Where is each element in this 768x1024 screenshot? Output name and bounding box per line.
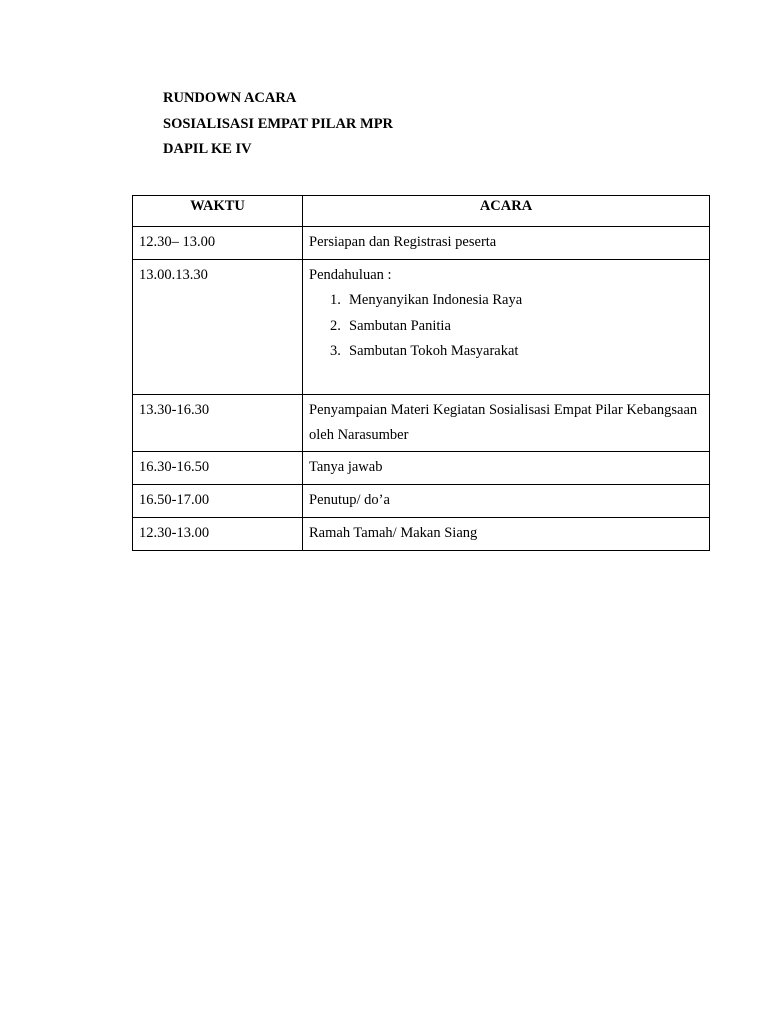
list-item: [330, 288, 703, 314]
cell-acara: Ramah Tamah/ Makan Siang: [303, 518, 710, 551]
header-acara: ACARA: [303, 196, 710, 227]
agenda-sublist: [309, 288, 703, 365]
list-item-number: 3.: [330, 343, 341, 359]
list-item-text: Menyanyikan Indonesia Raya: [349, 292, 523, 308]
table-row: [133, 395, 710, 452]
list-item-text: Sambutan Panitia: [349, 317, 451, 334]
cell-waktu: 16.30-16.50: [133, 452, 303, 485]
cell-acara-intro: Pendahuluan :: [309, 267, 392, 283]
heading-subtitle: SOSIALISASI EMPAT PILAR MPR: [163, 115, 394, 132]
cell-waktu: 12.30-13.00: [133, 518, 303, 551]
table-row: [133, 260, 710, 395]
cell-waktu: 16.50-17.00: [133, 485, 303, 518]
table-row: [133, 227, 710, 260]
cell-acara: Tanya jawab: [303, 452, 710, 485]
cell-waktu: 13.00.13.30: [133, 260, 303, 395]
cell-acara: Persiapan dan Registrasi peserta: [303, 227, 710, 260]
heading-dapil: DAPIL KE IV: [163, 141, 252, 157]
cell-acara: Penyampaian Materi Kegiatan Sosialisasi Empat Pilar Kebangsaan oleh Narasumber: [303, 395, 710, 452]
list-item: [330, 339, 703, 365]
table-row: [133, 518, 710, 551]
cell-waktu: 13.30-16.30: [133, 395, 303, 452]
cell-acara: Penutup/ do’a: [303, 485, 710, 518]
table-row: [133, 452, 710, 485]
header-waktu: WAKTU: [133, 196, 303, 227]
heading-title: RUNDOWN ACARA: [163, 90, 297, 106]
list-item-number: 2.: [330, 317, 341, 334]
document-heading: [163, 86, 393, 163]
list-item: [330, 314, 703, 340]
cell-waktu: 12.30– 13.00: [133, 227, 303, 260]
table-row: [133, 485, 710, 518]
list-item-text: Sambutan Tokoh Masyarakat: [349, 343, 519, 359]
table-header-row: [133, 196, 710, 227]
rundown-table: [132, 195, 710, 551]
cell-acara: [303, 260, 710, 395]
list-item-number: 1.: [330, 292, 341, 308]
